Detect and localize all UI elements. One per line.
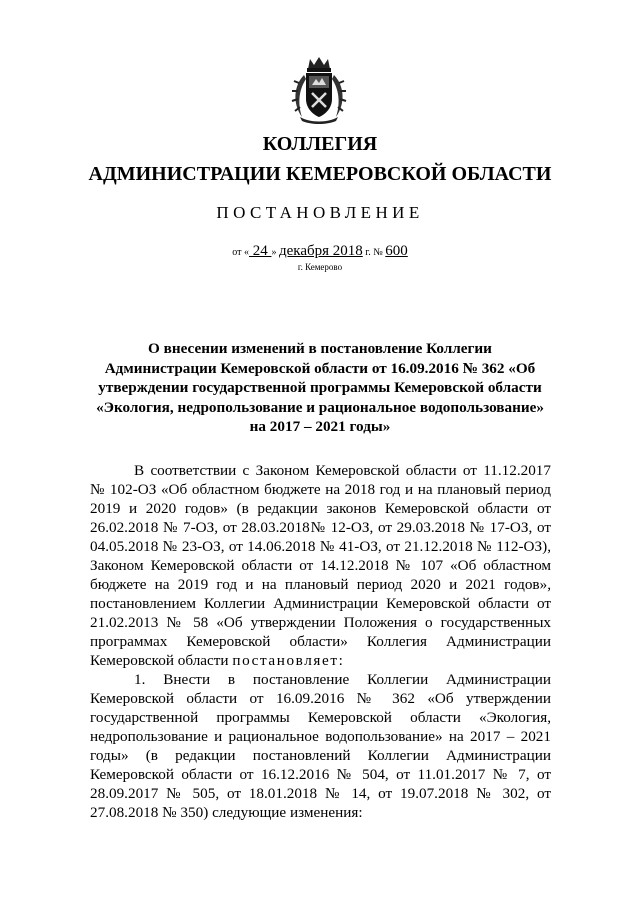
date-year-suffix: г. №	[362, 247, 386, 258]
preamble-text: В соответствии с Законом Кемеровской области от 11.12.2017 № 102-ОЗ «Об областном бюджете на 2018 год и на плановый период 2019 и 2020 годов» (в редакции законов Кемеровской области от 26.02.2018 № 7-ОЗ, от 28.03.2018№ 12-ОЗ, от 29.03.2018 № 17-ОЗ, от 04.05.2018 № 23-ОЗ, от 14.06.2018 № 41-ОЗ, от 21.12.2018 № 112-ОЗ), Законом Кемеровской области от 14.12.2018 № 107 «Об областном бюджете на 2019 год и на плановый период 2020 и 2021 годов», постановлением Коллегии Администрации Кемеровской области от 21.02.2013 № 58 «Об утверждении Положения о государственных программах Кемеровской области» Коллегия Администрации Кемеровской области	[90, 462, 551, 669]
resolves-word: постановляет:	[232, 652, 345, 669]
document-body	[90, 461, 551, 822]
date-mid: »	[271, 247, 279, 258]
date-month-year: декабря 2018	[278, 243, 363, 259]
document-number: 600	[385, 243, 408, 259]
date-prefix: от «	[232, 247, 249, 258]
organization-name-line2: АДМИНИСТРАЦИИ КЕМЕРОВСКОЙ ОБЛАСТИ	[88, 163, 552, 185]
organization-name-line1: КОЛЛЕГИЯ	[262, 133, 378, 155]
date-number-line	[0, 243, 640, 261]
coat-of-arms-emblem	[290, 55, 348, 125]
preamble-paragraph	[90, 461, 551, 670]
city: г. Кемерово	[297, 262, 343, 272]
date-day: 24	[248, 243, 272, 259]
document-type: ПОСТАНОВЛЕНИЕ	[216, 203, 424, 222]
item-1-paragraph: 1. Внести в постановление Коллегии Администрации Кемеровской области от 16.09.2016 № 362 «Об утверждении государственной программы Кемеровской области «Экология, недропользование и рациональное водопользование» на 2017 – 2021 годы» (в редакции постановлений Коллегии Администрации Кемеровской области от 16.12.2016 № 504, от 11.01.2017 № 7, от 28.09.2017 № 505, от 18.01.2018 № 14, от 19.07.2018 № 302, от 27.08.2018 № 350) следующие изменения:	[90, 671, 551, 821]
document-title: О внесении изменений в постановление Коллегии Администрации Кемеровской области от 16.09.2016 № 362 «Об утверждении государственной программы Кемеровской области «Экология, недропользование и рациональное водопользование» на 2017 – 2021 годы»	[96, 340, 544, 435]
